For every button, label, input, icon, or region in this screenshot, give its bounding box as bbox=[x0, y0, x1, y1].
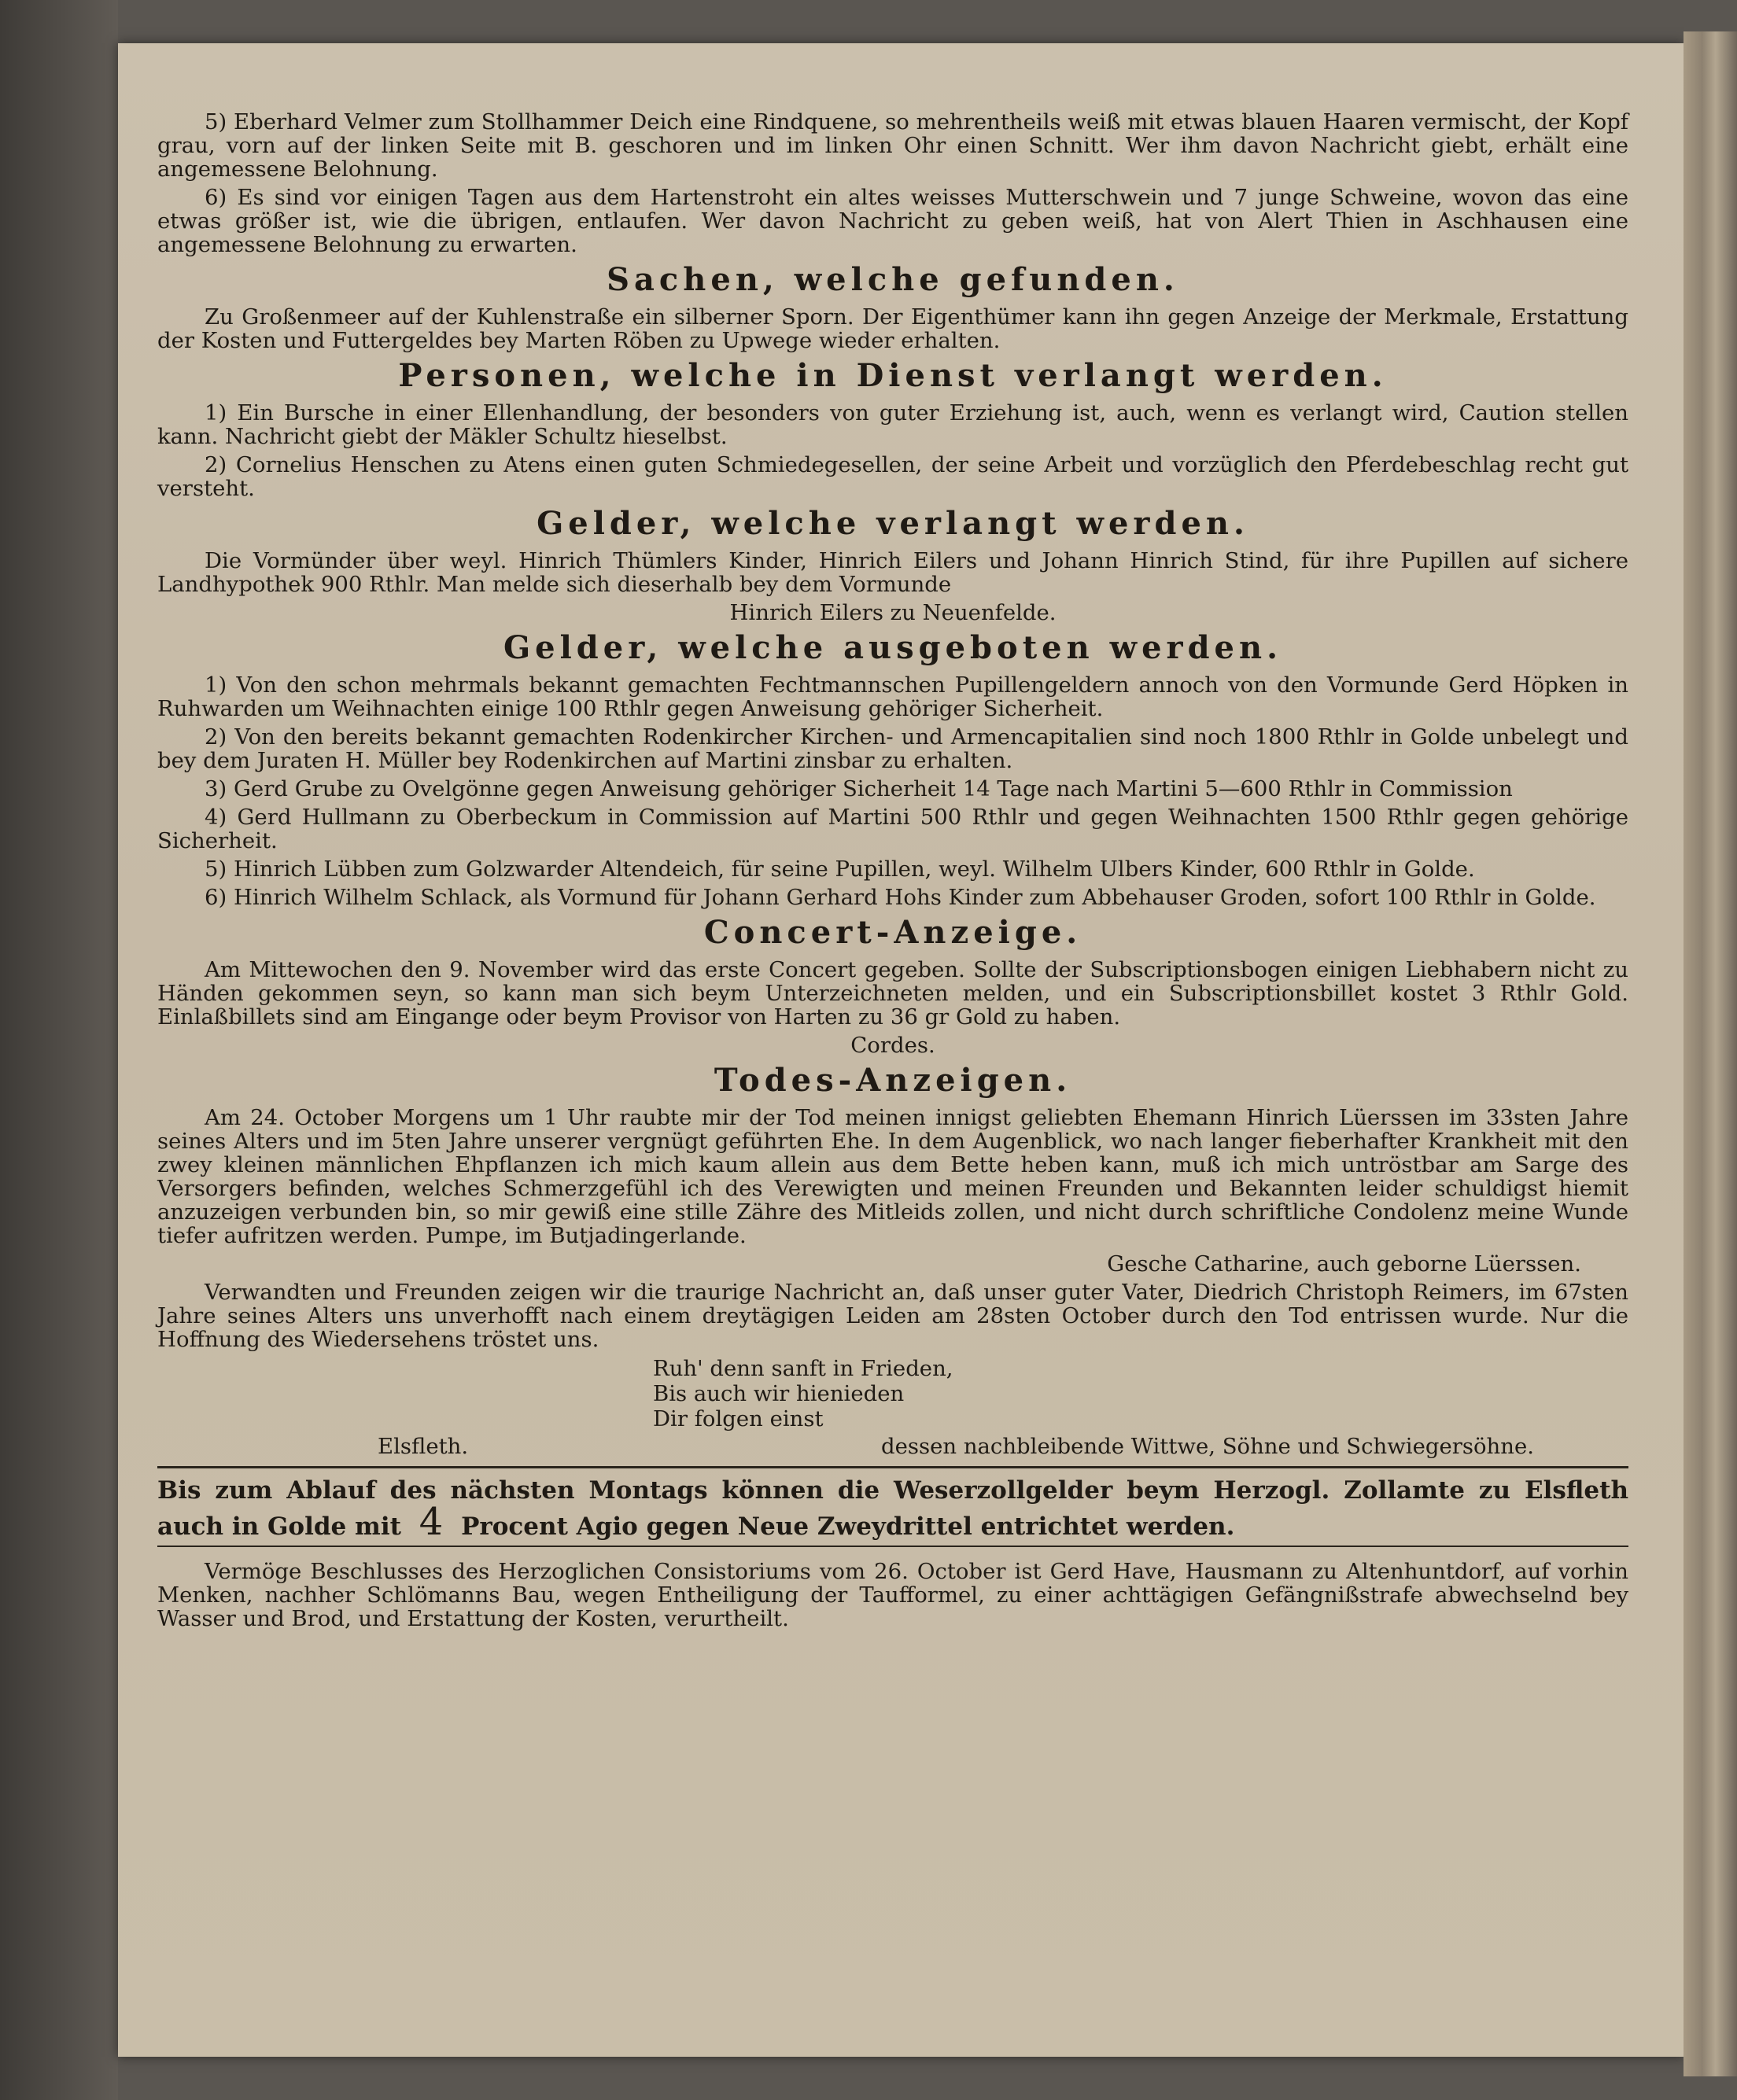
offer-1: 1) Von den schon mehrmals bekannt gemachten Fechtmannschen Pupillengeldern annoch von den Vormunde Gerd Höpken in Ruhwarden um Weihnachten einige 100 Rthlr gegen Anweisung gehöriger Sicherheit. bbox=[157, 672, 1628, 721]
death-notice-luerssen: Am 24. October Morgens um 1 Uhr raubte mir der Tod meinen innigst geliebten Ehemann Hinrich Lüerssen im 33sten Jahre seines Alters und im 5ten Jahre unserer vergnügt geführten Ehe. In dem Augenblick, wo nach langer fieberhafter Krankheit mit den zwey kleinen männlichen Ehpflanzen ich mich kaum allein aus dem Bette heben kann, muß ich mich untröstbar am Sarge des Versorgers befinden, welches Schmerzgefühl ich des Verewigten und meinen Freunden und Bekannten leider schuldigst hiemit anzuzeigen verbunden bin, so mir gewiß eine stille Zähre des Mitleids zollen, und nicht durch schriftliche Condolenz meine Wunde tiefer aufritzen werden. Pumpe, im Butjadingerlande. bbox=[157, 1105, 1628, 1248]
notice-lost-cow: 5) Eberhard Velmer zum Stollhammer Deich eine Rindquene, so mehrentheils weiß mit etwas blauen Haaren vermischt, der Kopf grau, vorn auf der linken Seite mit B. geschoren und im linken Ohr einen Schnitt. Wer ihm davon Nachricht giebt, erhält eine angemessene Belohnung. bbox=[157, 109, 1628, 182]
concert-notice: Am Mittewochen den 9. November wird das erste Concert gegeben. Sollte der Subscriptionsbogen einigen Liebhabern nicht zu Händen gekommen seyn, so kann man sich beym Unterzeichneten melden, und ein Subscriptionsbillet kostet 3 Rthlr Gold. Einlaßbillets sind am Eingange oder beym Provisor von Harten zu 36 gr Gold zu haben. bbox=[157, 957, 1628, 1030]
book-page-edge bbox=[1684, 31, 1737, 2076]
verse-line: Bis auch wir hienieden bbox=[653, 1381, 905, 1406]
heading-found-items: Sachen, welche gefunden. bbox=[607, 261, 1179, 298]
notice-guardians: Die Vormünder über weyl. Hinrich Thümlers Kinder, Hinrich Eilers und Johann Hinrich Stind, für ihre Pupillen auf sichere Landhypothek 900 Rthlr. Man melde sich dieserhalb bey dem Vormunde bbox=[157, 548, 1628, 597]
divider-bottom bbox=[157, 1546, 1628, 1547]
memorial-verse bbox=[653, 1356, 1628, 1431]
offer-4: 4) Gerd Hullmann zu Oberbeckum in Commission auf Martini 500 Rthlr und gegen Weihnachten 1500 Rthlr gegen gehörige Sicherheit. bbox=[157, 805, 1628, 853]
notice-smith: 2) Cornelius Henschen zu Atens einen guten Schmiedegesellen, der seine Arbeit und vorzüglich den Pferdebeschlag recht gut versteht. bbox=[157, 452, 1628, 501]
notice-found-spur: Zu Großenmeer auf der Kuhlenstraße ein silberner Sporn. Der Eigenthümer kann ihn gegen Anzeige der Merkmale, Erstattung der Kosten und Futtergeldes bey Marten Röben zu Upwege wieder erhalten. bbox=[157, 304, 1628, 353]
notice-apprentice: 1) Ein Bursche in einer Ellenhandlung, der besonders von guter Erziehung ist, auch, wenn es verlangt wird, Caution stellen kann. Nachricht giebt der Mäkler Schultz hieselbst. bbox=[157, 400, 1628, 449]
customs-notice bbox=[157, 1475, 1628, 1542]
offer-5: 5) Hinrich Lübben zum Golzwarder Altendeich, für seine Pupillen, weyl. Wilhelm Ulbers Kinder, 600 Rthlr in Golde. bbox=[205, 857, 1475, 882]
heading-money-offered: Gelder, welche ausgeboten werden. bbox=[503, 629, 1283, 666]
signature-cordes: Cordes. bbox=[850, 1033, 935, 1058]
customs-notice-text-b: Procent Agio gegen Neue Zweydrittel entrichtet werden. bbox=[461, 1512, 1235, 1541]
heading-death-notices: Todes-Anzeigen. bbox=[714, 1062, 1072, 1099]
customs-agio-number: 4 bbox=[419, 1500, 444, 1544]
signature-family: dessen nachbleibende Wittwe, Söhne und Schwiegersöhne. bbox=[881, 1434, 1534, 1459]
signature-gesche: Gesche Catharine, auch geborne Lüerssen. bbox=[1107, 1251, 1581, 1277]
offer-6: 6) Hinrich Wilhelm Schlack, als Vormund für Johann Gerhard Hohs Kinder zum Abbehauser Groden, sofort 100 Rthlr in Golde. bbox=[205, 885, 1596, 910]
signature-eilers: Hinrich Eilers zu Neuenfelde. bbox=[729, 600, 1057, 625]
heading-money-wanted: Gelder, welche verlangt werden. bbox=[537, 505, 1249, 542]
verse-line: Ruh' denn sanft in Frieden, bbox=[653, 1356, 953, 1381]
offer-2: 2) Von den bereits bekannt gemachten Rodenkircher Kirchen- und Armencapitalien sind noch 1800 Rthlr in Golde unbelegt und bey dem Juraten H. Müller bey Rodenkirchen auf Martini zinsbar zu erhalten. bbox=[157, 724, 1628, 773]
heading-concert: Concert-Anzeige. bbox=[703, 914, 1082, 951]
death-notice-reimers: Verwandten und Freunden zeigen wir die traurige Nachricht an, daß unser guter Vater, Diedrich Christoph Reimers, im 67sten Jahre seines Alters uns unverhofft nach einem dreytägigen Leiden am 28sten October durch den Tod entrissen wurde. Nur die Hoffnung des Wiedersehens tröstet uns. bbox=[157, 1280, 1628, 1352]
place-elsfleth: Elsfleth. bbox=[378, 1434, 469, 1459]
consistory-verdict: Vermöge Beschlusses des Herzoglichen Consistoriums vom 26. October ist Gerd Have, Hausmann zu Altenhuntdorf, auf vorhin Menken, nachher Schlömanns Bau, wegen Entheiligung der Taufformel, zu einer achttägigen Gefängnißstrafe abwechselnd bey Wasser und Brod, und Erstattung der Kosten, verurtheilt. bbox=[157, 1559, 1628, 1631]
heading-service-wanted: Personen, welche in Dienst verlangt werden. bbox=[398, 357, 1388, 394]
notice-lost-pigs: 6) Es sind vor einigen Tagen aus dem Hartenstroht ein altes weisses Mutterschwein und 7 junge Schweine, wovon das eine etwas größer ist, wie die übrigen, entlaufen. Wer davon Nachricht zu geben weiß, hat von Alert Thien in Aschhausen eine angemessene Belohnung zu erwarten. bbox=[157, 185, 1628, 257]
offer-3: 3) Gerd Grube zu Ovelgönne gegen Anweisung gehöriger Sicherheit 14 Tage nach Martini 5—600 Rthlr in Commission bbox=[205, 776, 1513, 801]
page-text bbox=[157, 110, 1628, 1635]
scan-backdrop bbox=[0, 0, 118, 2100]
signature-row bbox=[157, 1435, 1628, 1458]
verse-line: Dir folgen einst bbox=[653, 1406, 824, 1431]
customs-notice-text-a: Bis zum Ablauf des nächsten Montags können die Weserzollgelder beym Herzogl. Zollamte zu Elsfleth auch in Golde mit bbox=[157, 1476, 1628, 1541]
divider-top bbox=[157, 1466, 1628, 1468]
